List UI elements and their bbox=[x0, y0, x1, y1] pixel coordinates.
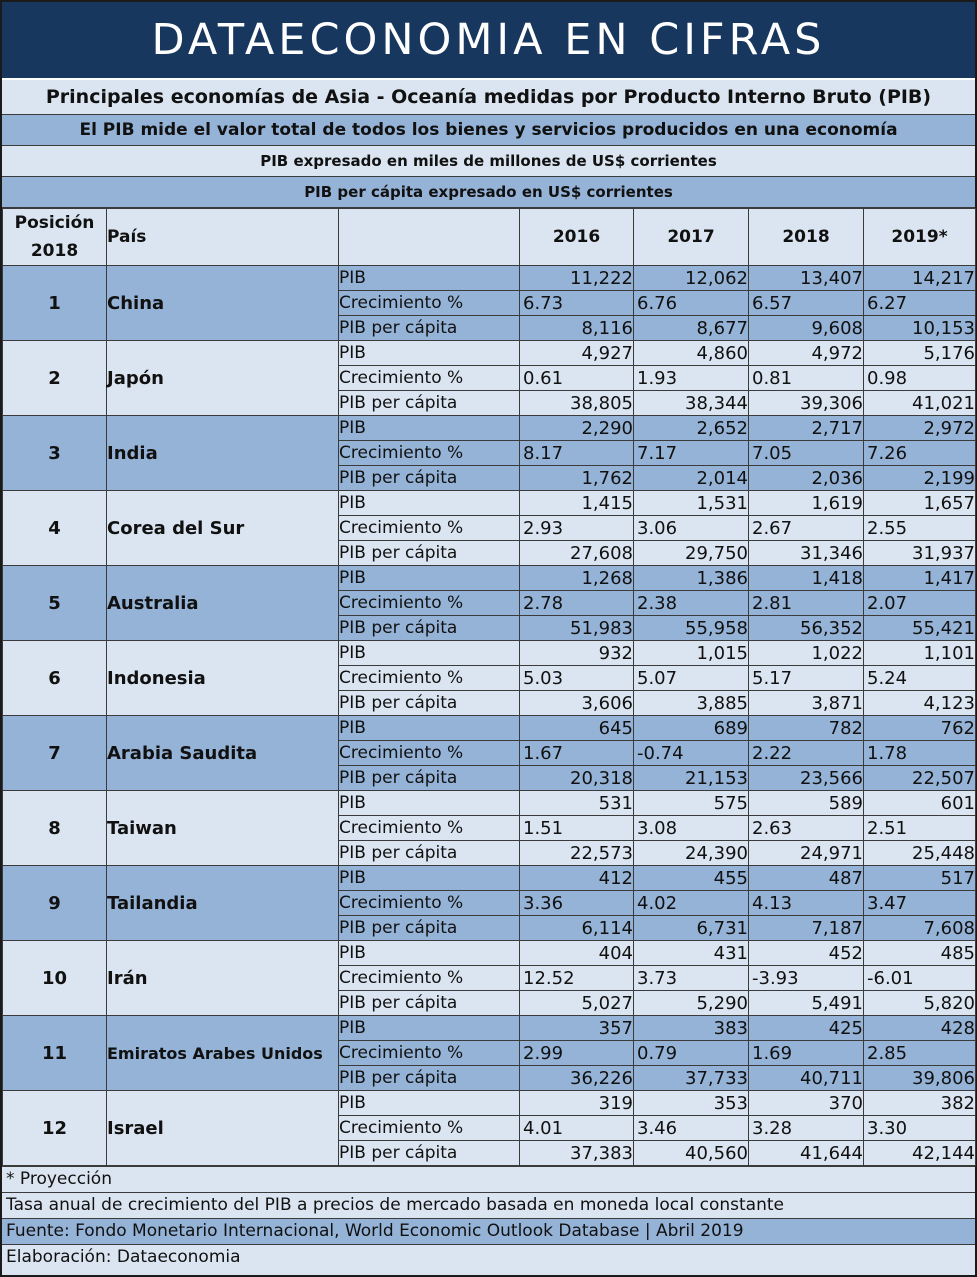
value-cell: 1,268 bbox=[520, 566, 634, 591]
value-cell: 1,015 bbox=[634, 641, 749, 666]
value-cell: 40,711 bbox=[749, 1066, 864, 1091]
country-name-cell: Emiratos Arabes Unidos bbox=[107, 1016, 339, 1091]
value-cell: 531 bbox=[520, 791, 634, 816]
value-cell: 42,144 bbox=[864, 1141, 976, 1166]
value-cell: 0.81 bbox=[749, 366, 864, 391]
table-row bbox=[3, 866, 976, 891]
metric-label-cell: PIB bbox=[339, 941, 520, 966]
table-row bbox=[3, 566, 976, 591]
value-cell: 7,608 bbox=[864, 916, 976, 941]
metric-label-cell: Crecimiento % bbox=[339, 816, 520, 841]
metric-label-cell: PIB bbox=[339, 491, 520, 516]
value-cell: 8,677 bbox=[634, 316, 749, 341]
value-cell: 25,448 bbox=[864, 841, 976, 866]
value-cell: 0.79 bbox=[634, 1041, 749, 1066]
value-cell: 3.47 bbox=[864, 891, 976, 916]
rank-cell: 6 bbox=[3, 641, 107, 716]
value-cell: 7,187 bbox=[749, 916, 864, 941]
value-cell: 3,885 bbox=[634, 691, 749, 716]
metric-label-cell: PIB per cápita bbox=[339, 466, 520, 491]
metric-label-cell: Crecimiento % bbox=[339, 891, 520, 916]
gdp-unit-note: PIB expresado en miles de millones de US$ corrientes bbox=[2, 146, 975, 177]
metric-label-cell: Crecimiento % bbox=[339, 666, 520, 691]
definition-note: El PIB mide el valor total de todos los bienes y servicios producidos en una economía bbox=[2, 115, 975, 146]
value-cell: 37,383 bbox=[520, 1141, 634, 1166]
value-cell: 1.78 bbox=[864, 741, 976, 766]
value-cell: 383 bbox=[634, 1016, 749, 1041]
value-cell: 2,036 bbox=[749, 466, 864, 491]
value-cell: 517 bbox=[864, 866, 976, 891]
metric-label-cell: PIB bbox=[339, 641, 520, 666]
rank-cell: 3 bbox=[3, 416, 107, 491]
value-cell: 39,306 bbox=[749, 391, 864, 416]
value-cell: 6.73 bbox=[520, 291, 634, 316]
value-cell: 13,407 bbox=[749, 266, 864, 291]
metric-label-cell: PIB bbox=[339, 791, 520, 816]
value-cell: 1,101 bbox=[864, 641, 976, 666]
metric-label-cell: PIB per cápita bbox=[339, 766, 520, 791]
value-cell: 3.73 bbox=[634, 966, 749, 991]
metric-label-cell: Crecimiento % bbox=[339, 741, 520, 766]
header-position: Posición 2018 bbox=[3, 209, 107, 266]
metric-label-cell: PIB per cápita bbox=[339, 991, 520, 1016]
rank-cell: 11 bbox=[3, 1016, 107, 1091]
table-row bbox=[3, 341, 976, 366]
table-row bbox=[3, 1016, 976, 1041]
table-header-row bbox=[3, 209, 976, 266]
country-name-cell: Japón bbox=[107, 341, 339, 416]
table-row bbox=[3, 1091, 976, 1116]
banner-title: DATAECONOMIA EN CIFRAS bbox=[2, 2, 975, 80]
value-cell: 14,217 bbox=[864, 266, 976, 291]
metric-label-cell: PIB per cápita bbox=[339, 916, 520, 941]
value-cell: 4,860 bbox=[634, 341, 749, 366]
metric-label-cell: PIB bbox=[339, 341, 520, 366]
value-cell: 55,958 bbox=[634, 616, 749, 641]
table-row bbox=[3, 941, 976, 966]
metric-label-cell: Crecimiento % bbox=[339, 366, 520, 391]
metric-label-cell: Crecimiento % bbox=[339, 1116, 520, 1141]
value-cell: 589 bbox=[749, 791, 864, 816]
value-cell: 782 bbox=[749, 716, 864, 741]
value-cell: 38,805 bbox=[520, 391, 634, 416]
value-cell: 2,652 bbox=[634, 416, 749, 441]
value-cell: 5,027 bbox=[520, 991, 634, 1016]
country-name-cell: Israel bbox=[107, 1091, 339, 1166]
value-cell: 5.03 bbox=[520, 666, 634, 691]
metric-label-cell: PIB per cápita bbox=[339, 1066, 520, 1091]
metric-label-cell: PIB per cápita bbox=[339, 616, 520, 641]
value-cell: 4,972 bbox=[749, 341, 864, 366]
value-cell: 12.52 bbox=[520, 966, 634, 991]
value-cell: 5,290 bbox=[634, 991, 749, 1016]
value-cell: 1,415 bbox=[520, 491, 634, 516]
rank-cell: 8 bbox=[3, 791, 107, 866]
value-cell: 23,566 bbox=[749, 766, 864, 791]
header-year-2019: 2019* bbox=[864, 209, 976, 266]
value-cell: 404 bbox=[520, 941, 634, 966]
value-cell: 27,608 bbox=[520, 541, 634, 566]
metric-label-cell: PIB bbox=[339, 1016, 520, 1041]
value-cell: 1.67 bbox=[520, 741, 634, 766]
value-cell: 431 bbox=[634, 941, 749, 966]
country-name-cell: Irán bbox=[107, 941, 339, 1016]
value-cell: 5.07 bbox=[634, 666, 749, 691]
metric-label-cell: PIB bbox=[339, 566, 520, 591]
value-cell: -3.93 bbox=[749, 966, 864, 991]
value-cell: 2.07 bbox=[864, 591, 976, 616]
country-name-cell: Taiwan bbox=[107, 791, 339, 866]
rank-cell: 1 bbox=[3, 266, 107, 341]
value-cell: 5,491 bbox=[749, 991, 864, 1016]
value-cell: 0.61 bbox=[520, 366, 634, 391]
value-cell: 1.93 bbox=[634, 366, 749, 391]
header-metric-blank bbox=[339, 209, 520, 266]
value-cell: 1,657 bbox=[864, 491, 976, 516]
value-cell: 2.85 bbox=[864, 1041, 976, 1066]
value-cell: 455 bbox=[634, 866, 749, 891]
value-cell: 3.46 bbox=[634, 1116, 749, 1141]
table-row bbox=[3, 491, 976, 516]
rank-cell: 4 bbox=[3, 491, 107, 566]
value-cell: 7.26 bbox=[864, 441, 976, 466]
value-cell: 39,806 bbox=[864, 1066, 976, 1091]
value-cell: 4.02 bbox=[634, 891, 749, 916]
value-cell: 452 bbox=[749, 941, 864, 966]
value-cell: 575 bbox=[634, 791, 749, 816]
header-country: País bbox=[107, 209, 339, 266]
value-cell: 2.78 bbox=[520, 591, 634, 616]
value-cell: 51,983 bbox=[520, 616, 634, 641]
value-cell: 3.08 bbox=[634, 816, 749, 841]
value-cell: 689 bbox=[634, 716, 749, 741]
rank-cell: 5 bbox=[3, 566, 107, 641]
value-cell: 2.22 bbox=[749, 741, 864, 766]
value-cell: 2.93 bbox=[520, 516, 634, 541]
value-cell: 9,608 bbox=[749, 316, 864, 341]
value-cell: 24,390 bbox=[634, 841, 749, 866]
value-cell: 1.69 bbox=[749, 1041, 864, 1066]
header-year-2016: 2016 bbox=[520, 209, 634, 266]
metric-label-cell: PIB bbox=[339, 1091, 520, 1116]
value-cell: 10,153 bbox=[864, 316, 976, 341]
value-cell: 428 bbox=[864, 1016, 976, 1041]
value-cell: 2.63 bbox=[749, 816, 864, 841]
value-cell: 1,418 bbox=[749, 566, 864, 591]
value-cell: 2.99 bbox=[520, 1041, 634, 1066]
rank-cell: 10 bbox=[3, 941, 107, 1016]
gdp-table bbox=[2, 208, 976, 1166]
value-cell: 5,176 bbox=[864, 341, 976, 366]
country-name-cell: Indonesia bbox=[107, 641, 339, 716]
value-cell: 0.98 bbox=[864, 366, 976, 391]
value-cell: 37,733 bbox=[634, 1066, 749, 1091]
value-cell: 4.01 bbox=[520, 1116, 634, 1141]
value-cell: 2,717 bbox=[749, 416, 864, 441]
metric-label-cell: PIB per cápita bbox=[339, 391, 520, 416]
metric-label-cell: Crecimiento % bbox=[339, 1041, 520, 1066]
metric-label-cell: PIB per cápita bbox=[339, 316, 520, 341]
value-cell: 55,421 bbox=[864, 616, 976, 641]
value-cell: 21,153 bbox=[634, 766, 749, 791]
value-cell: 24,971 bbox=[749, 841, 864, 866]
footnote-credit: Elaboración: Dataeconomia bbox=[2, 1244, 975, 1270]
table-row bbox=[3, 266, 976, 291]
table-row bbox=[3, 641, 976, 666]
country-name-cell: Tailandia bbox=[107, 866, 339, 941]
metric-label-cell: PIB per cápita bbox=[339, 1141, 520, 1166]
table-row bbox=[3, 716, 976, 741]
value-cell: 5.24 bbox=[864, 666, 976, 691]
value-cell: 2,199 bbox=[864, 466, 976, 491]
metric-label-cell: PIB per cápita bbox=[339, 841, 520, 866]
value-cell: 1,022 bbox=[749, 641, 864, 666]
value-cell: 2.51 bbox=[864, 816, 976, 841]
rank-cell: 7 bbox=[3, 716, 107, 791]
value-cell: 2.55 bbox=[864, 516, 976, 541]
value-cell: 3,871 bbox=[749, 691, 864, 716]
footnote-growth: Tasa anual de crecimiento del PIB a precios de mercado basada en moneda local constante bbox=[2, 1192, 975, 1218]
value-cell: 6.27 bbox=[864, 291, 976, 316]
value-cell: 6,114 bbox=[520, 916, 634, 941]
value-cell: 40,560 bbox=[634, 1141, 749, 1166]
metric-label-cell: PIB bbox=[339, 866, 520, 891]
value-cell: 4,927 bbox=[520, 341, 634, 366]
value-cell: 3.28 bbox=[749, 1116, 864, 1141]
metric-label-cell: Crecimiento % bbox=[339, 966, 520, 991]
value-cell: 762 bbox=[864, 716, 976, 741]
value-cell: 1.51 bbox=[520, 816, 634, 841]
table-row bbox=[3, 791, 976, 816]
value-cell: 601 bbox=[864, 791, 976, 816]
metric-label-cell: PIB bbox=[339, 266, 520, 291]
country-name-cell: China bbox=[107, 266, 339, 341]
metric-label-cell: PIB bbox=[339, 716, 520, 741]
subtitle: Principales economías de Asia - Oceanía medidas por Producto Interno Bruto (PIB) bbox=[2, 80, 975, 115]
value-cell: 7.17 bbox=[634, 441, 749, 466]
metric-label-cell: Crecimiento % bbox=[339, 591, 520, 616]
value-cell: 3.06 bbox=[634, 516, 749, 541]
value-cell: -6.01 bbox=[864, 966, 976, 991]
value-cell: 6.76 bbox=[634, 291, 749, 316]
value-cell: 2.67 bbox=[749, 516, 864, 541]
rank-cell: 12 bbox=[3, 1091, 107, 1166]
value-cell: -0.74 bbox=[634, 741, 749, 766]
metric-label-cell: PIB per cápita bbox=[339, 541, 520, 566]
value-cell: 412 bbox=[520, 866, 634, 891]
table-body bbox=[3, 266, 976, 1166]
metric-label-cell: Crecimiento % bbox=[339, 441, 520, 466]
value-cell: 20,318 bbox=[520, 766, 634, 791]
country-name-cell: Arabia Saudita bbox=[107, 716, 339, 791]
header-year-2017: 2017 bbox=[634, 209, 749, 266]
country-name-cell: India bbox=[107, 416, 339, 491]
value-cell: 56,352 bbox=[749, 616, 864, 641]
header-year-2018: 2018 bbox=[749, 209, 864, 266]
footnote-source: Fuente: Fondo Monetario Internacional, World Economic Outlook Database | Abril 2019 bbox=[2, 1218, 975, 1244]
value-cell: 357 bbox=[520, 1016, 634, 1041]
value-cell: 1,531 bbox=[634, 491, 749, 516]
value-cell: 3.36 bbox=[520, 891, 634, 916]
footnote-projection: * Proyección bbox=[2, 1166, 975, 1192]
value-cell: 8.17 bbox=[520, 441, 634, 466]
value-cell: 1,619 bbox=[749, 491, 864, 516]
value-cell: 12,062 bbox=[634, 266, 749, 291]
metric-label-cell: PIB per cápita bbox=[339, 691, 520, 716]
value-cell: 4.13 bbox=[749, 891, 864, 916]
rank-cell: 2 bbox=[3, 341, 107, 416]
value-cell: 41,644 bbox=[749, 1141, 864, 1166]
metric-label-cell: Crecimiento % bbox=[339, 291, 520, 316]
value-cell: 29,750 bbox=[634, 541, 749, 566]
value-cell: 6.57 bbox=[749, 291, 864, 316]
value-cell: 1,762 bbox=[520, 466, 634, 491]
value-cell: 932 bbox=[520, 641, 634, 666]
value-cell: 2.81 bbox=[749, 591, 864, 616]
value-cell: 425 bbox=[749, 1016, 864, 1041]
value-cell: 31,937 bbox=[864, 541, 976, 566]
value-cell: 31,346 bbox=[749, 541, 864, 566]
value-cell: 5.17 bbox=[749, 666, 864, 691]
value-cell: 6,731 bbox=[634, 916, 749, 941]
value-cell: 353 bbox=[634, 1091, 749, 1116]
per-capita-unit-note: PIB per cápita expresado en US$ corrientes bbox=[2, 177, 975, 208]
metric-label-cell: PIB bbox=[339, 416, 520, 441]
value-cell: 1,417 bbox=[864, 566, 976, 591]
table-row bbox=[3, 416, 976, 441]
value-cell: 1,386 bbox=[634, 566, 749, 591]
value-cell: 11,222 bbox=[520, 266, 634, 291]
value-cell: 2,972 bbox=[864, 416, 976, 441]
value-cell: 645 bbox=[520, 716, 634, 741]
value-cell: 3,606 bbox=[520, 691, 634, 716]
metric-label-cell: Crecimiento % bbox=[339, 516, 520, 541]
value-cell: 41,021 bbox=[864, 391, 976, 416]
rank-cell: 9 bbox=[3, 866, 107, 941]
value-cell: 38,344 bbox=[634, 391, 749, 416]
value-cell: 487 bbox=[749, 866, 864, 891]
value-cell: 2.38 bbox=[634, 591, 749, 616]
value-cell: 36,226 bbox=[520, 1066, 634, 1091]
value-cell: 22,507 bbox=[864, 766, 976, 791]
value-cell: 485 bbox=[864, 941, 976, 966]
value-cell: 370 bbox=[749, 1091, 864, 1116]
value-cell: 4,123 bbox=[864, 691, 976, 716]
value-cell: 382 bbox=[864, 1091, 976, 1116]
value-cell: 5,820 bbox=[864, 991, 976, 1016]
value-cell: 7.05 bbox=[749, 441, 864, 466]
value-cell: 22,573 bbox=[520, 841, 634, 866]
value-cell: 2,290 bbox=[520, 416, 634, 441]
value-cell: 2,014 bbox=[634, 466, 749, 491]
value-cell: 3.30 bbox=[864, 1116, 976, 1141]
value-cell: 8,116 bbox=[520, 316, 634, 341]
value-cell: 319 bbox=[520, 1091, 634, 1116]
country-name-cell: Corea del Sur bbox=[107, 491, 339, 566]
country-name-cell: Australia bbox=[107, 566, 339, 641]
